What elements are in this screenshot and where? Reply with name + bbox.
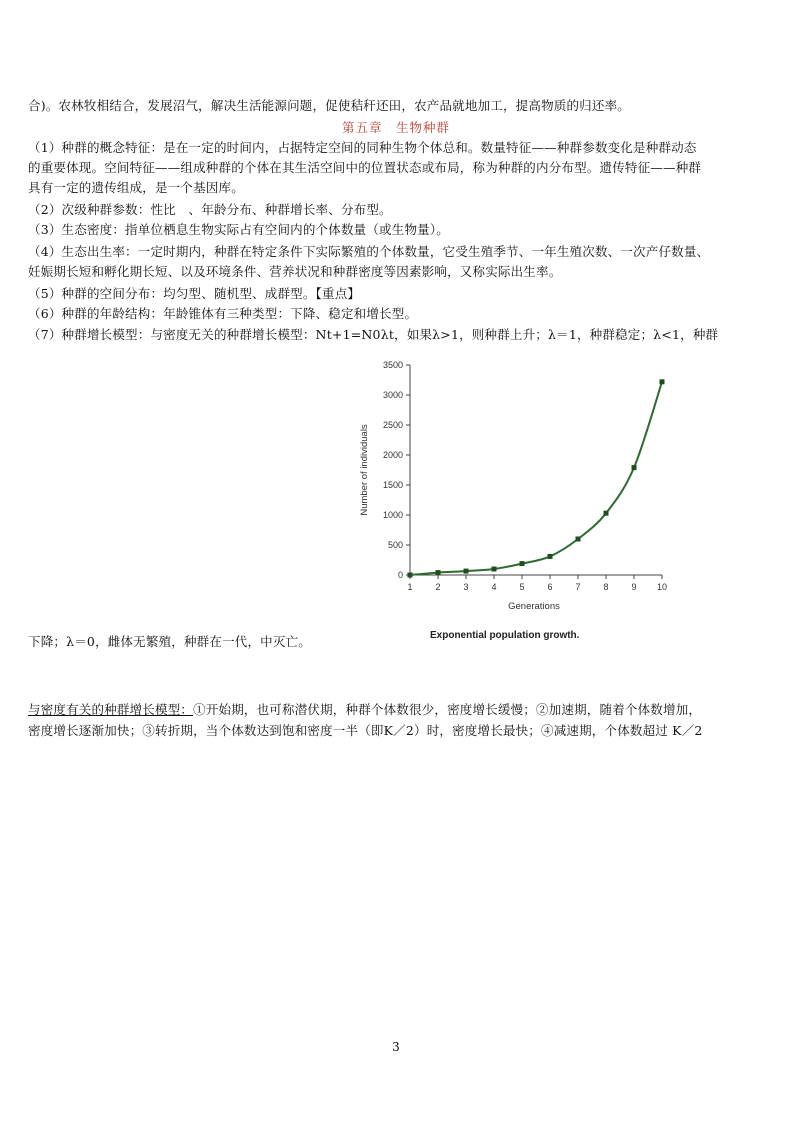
exponential-growth-chart — [350, 355, 680, 650]
chapter-title: 第五章 生物种群 — [341, 120, 450, 135]
x-tick-label: 1 — [407, 582, 413, 592]
y-tick-label: 2500 — [382, 420, 403, 430]
y-axis-label: Number of individuals — [359, 424, 370, 516]
y-tick-label: 3000 — [382, 390, 403, 400]
data-point — [492, 567, 497, 572]
x-tick-label: 10 — [656, 582, 668, 592]
data-point — [632, 465, 637, 470]
text-line-3: 具有一定的遗传组成，是一个基因库。 — [28, 180, 244, 195]
data-point — [408, 573, 413, 578]
text-line-10: （7）种群增长模型：与密度无关的种群增长模型：Nt+1=N0λt，如果λ>1，则种群上升；λ＝1，种群稳定；λ<1，种群 — [28, 327, 719, 342]
text-line-1: （1）种群的概念特征：是在一定的时间内，占据特定空间的同种生物个体总和。数量特征——种群参数变化是种群动态 — [28, 140, 697, 155]
y-tick-label: 2000 — [382, 450, 403, 460]
y-tick-label: 500 — [387, 540, 403, 550]
y-tick-label: 1000 — [382, 510, 403, 520]
x-tick-label: 9 — [631, 582, 637, 592]
data-point — [520, 561, 525, 566]
data-point — [660, 379, 665, 384]
chart-series — [408, 379, 665, 577]
page-number: 3 — [392, 1040, 400, 1054]
data-point — [576, 537, 581, 542]
x-axis-label: Generations — [508, 601, 560, 612]
series-line — [410, 382, 662, 575]
x-tick-label: 6 — [547, 582, 553, 592]
text-line-4: （2）次级种群参数：性比 、年龄分布、种群增长率、分布型。 — [28, 202, 392, 217]
x-tick-label: 8 — [603, 582, 609, 592]
text-line-7: 妊娠期长短和孵化期长短、以及环境条件、营养状况和种群密度等因素影响，又称实际出生率。 — [28, 264, 562, 279]
text-line-12 — [28, 700, 701, 720]
text-line-6: （4）生态出生率：一定时期内，种群在特定条件下实际繁殖的个体数量，它受生殖季节、一年生殖次数、一次产仔数量、 — [28, 244, 710, 259]
text-line-11: 下降；λ＝0，雌体无繁殖，种群在一代，中灭亡。 — [28, 634, 311, 649]
y-tick-label: 3500 — [382, 360, 403, 370]
data-point — [548, 554, 553, 559]
text-line-0: 合)。农林牧相结合，发展沼气，解决生活能源问题，促使秸秆还田，农产品就地加工，提高物质的归还率。 — [28, 98, 630, 113]
underlined-heading: 与密度有关的种群增长模型： — [28, 702, 194, 717]
text-line-5: （3）生态密度：指单位栖息生物实际占有空间内的个体数量（或生物量）。 — [28, 222, 450, 237]
y-tick-label: 0 — [397, 570, 403, 580]
x-tick-label: 3 — [463, 582, 469, 592]
chart-caption: Exponential population growth. — [430, 630, 580, 641]
data-point — [436, 570, 441, 575]
text-line-9: （6）种群的年龄结构：年龄锥体有三种类型：下降、稳定和增长型。 — [28, 306, 418, 321]
text-line-12-rest: ①开始期，也可称潜伏期，种群个体数很少，密度增长缓慢；②加速期，随着个体数增加， — [193, 702, 702, 717]
text-line-8: （5）种群的空间分布：均匀型、随机型、成群型。【重点】 — [28, 286, 361, 301]
text-line-13: 密度增长逐渐加快；③转折期，当个体数达到饱和密度一半（即K／2）时，密度增长最快；④减速期，个体数超过 K／2 — [28, 723, 703, 738]
x-tick-label: 5 — [519, 582, 525, 592]
data-point — [464, 569, 469, 574]
x-tick-label: 2 — [435, 582, 441, 592]
chart-axes — [383, 360, 667, 592]
y-tick-label: 1500 — [382, 480, 403, 490]
x-tick-label: 7 — [575, 582, 581, 592]
text-line-2: 的重要体现。空间特征——组成种群的个体在其生活空间中的位置状态或布局，称为种群的内分布型。遗传特征——种群 — [28, 160, 702, 175]
data-point — [604, 511, 609, 516]
x-tick-label: 4 — [491, 582, 497, 592]
